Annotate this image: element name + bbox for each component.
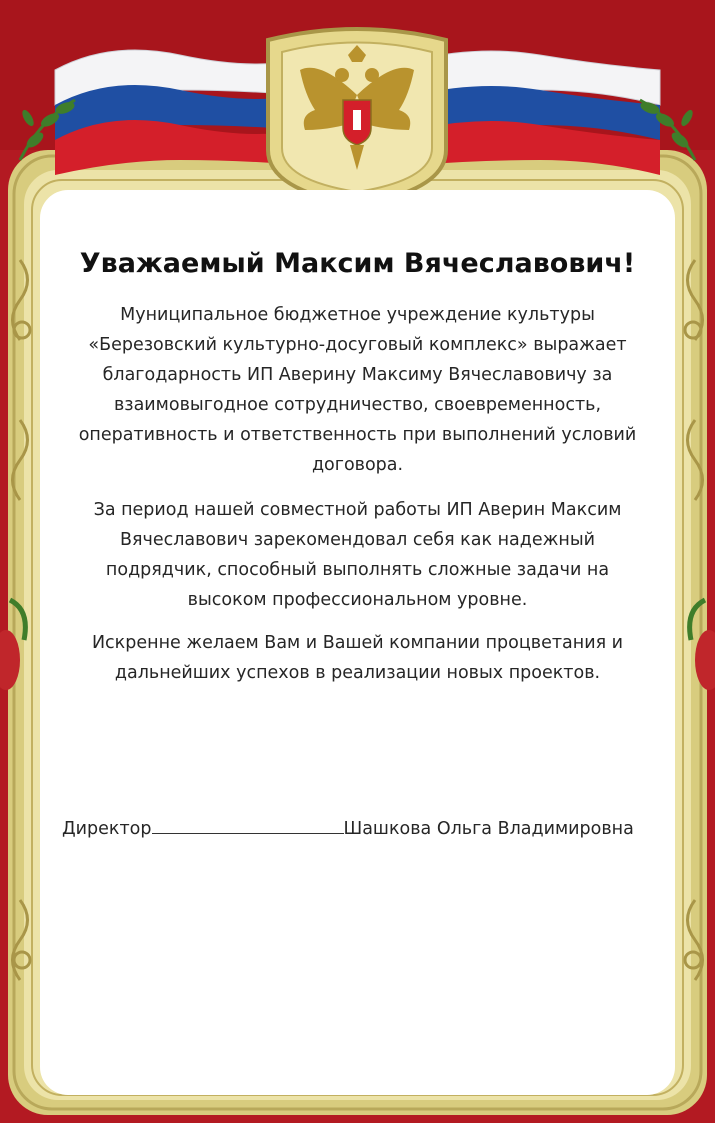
paragraph-gratitude: Муниципальное бюджетное учреждение культуры «Березовский культурно-досуговый комплекс» выражает благодарность ИП Аверину Максиму Вячеславовичу за взаимовыгодное сотрудничество, своевременность, оперативность и ответственность при выполнений условий договора.: [78, 305, 637, 475]
signature-position: Директор: [62, 819, 152, 839]
letter-content: [40, 190, 675, 1095]
coat-of-arms-icon: [268, 29, 446, 205]
paragraph-wishes: Искренне желаем Вам и Вашей компании процветания и дальнейших успехов в реализации новых проектов.: [91, 633, 624, 683]
greeting-heading: Уважаемый Максим Вячеславович!: [79, 248, 636, 279]
signature-block: [62, 815, 672, 839]
paragraph-cooperation: За период нашей совместной работы ИП Аверин Максим Вячеславович зарекомендовал себя как надежный подрядчик, способный выполнять сложные задачи на высоком профессиональном уровне.: [93, 500, 622, 610]
signature-line: [152, 815, 344, 834]
signature-name: Шашкова Ольга Владимировна: [343, 819, 634, 839]
